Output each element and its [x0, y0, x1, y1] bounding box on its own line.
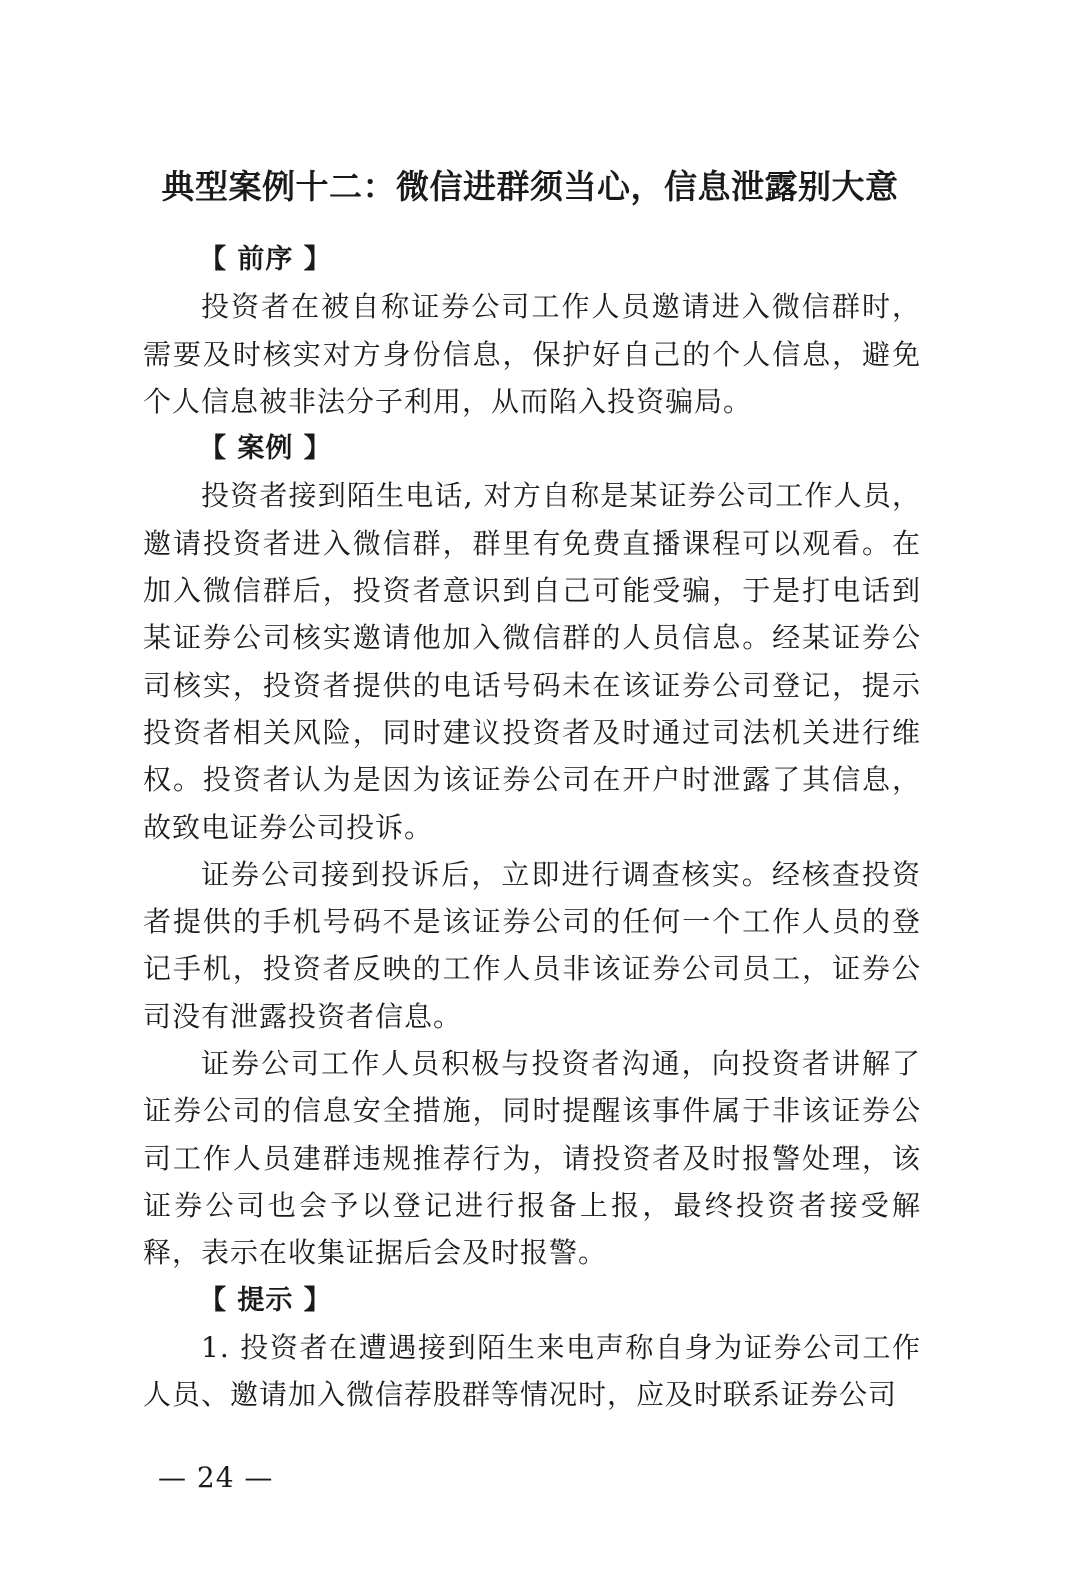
section-heading: 【 提示 】: [199, 1284, 332, 1316]
section-tips: [143, 1277, 921, 1419]
paragraph: 投资者在被自称证券公司工作人员邀请进入微信群时，需要及时核实对方身份信息，保护好自己的个人信息，避免个人信息被非法分子利用，从而陷入投资骗局。: [143, 290, 921, 418]
section-heading: 【 案例 】: [199, 433, 332, 465]
page-number: — 24 —: [158, 1461, 274, 1494]
paragraph: 证券公司工作人员积极与投资者沟通，向投资者讲解了证券公司的信息安全措施，同时提醒该事件属于非该证券公司工作人员建群违规推荐行为，请投资者及时报警处理，该证券公司也会予以登记进行报备上报，最终投资者接受解释，表示在收集证据后会及时报警。: [143, 1047, 921, 1270]
section-case: [143, 425, 921, 1276]
document-title: 典型案例十二：微信进群须当心，信息泄露别大意: [161, 167, 899, 207]
section-heading: 【 前序 】: [199, 244, 332, 275]
paragraph: 证券公司接到投诉后，立即进行调查核实。经核查投资者提供的手机号码不是该证券公司的任何一个工作人员的登记手机，投资者反映的工作人员非该证券公司员工，证券公司没有泄露投资者信息。: [143, 857, 921, 1033]
paragraph: 投资者接到陌生电话, 对方自称是某证券公司工作人员，邀请投资者进入微信群，群里有免费直播课程可以观看。在加入微信群后，投资者意识到自己可能受骗，于是打电话到某证券公司核实邀请他加入微信群的人员信息。经某证券公司核实，投资者提供的电话号码未在该证券公司登记，提示投资者相关风险，同时建议投资者及时通过司法机关进行维权。投资者认为是因为该证券公司在开户时泄露了其信息，故致电证券公司投诉。: [143, 479, 921, 844]
section-preface: [143, 236, 921, 425]
document-body: [143, 236, 921, 1418]
paragraph: 1. 投资者在遭遇接到陌生来电声称自身为证券公司工作人员、邀请加入微信荐股群等情况时，应及时联系证券公司: [143, 1330, 921, 1412]
